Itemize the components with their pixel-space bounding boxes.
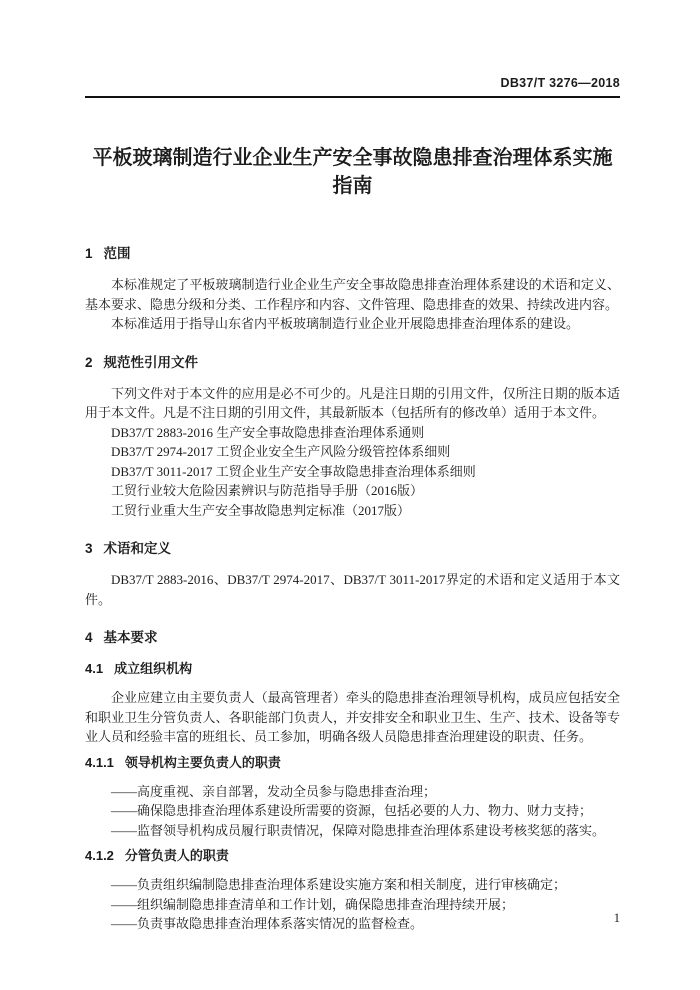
reference-item: 工贸行业重大生产安全事故隐患判定标准（2017版） — [111, 502, 411, 518]
list-item: ——负责事故隐患排查治理体系落实情况的监督检查。 — [111, 916, 424, 931]
header-rule — [85, 96, 620, 98]
doc-number: DB37/T 3276—2018 — [500, 76, 620, 90]
section-number: 1 — [85, 246, 93, 261]
section-heading-4 — [85, 628, 620, 648]
section-title: 分管负责人的职责 — [124, 848, 229, 863]
section-heading-3 — [85, 539, 620, 559]
reference-item: 工贸行业较大危险因素辨识与防范指导手册（2016版） — [111, 483, 424, 498]
reference-item: DB37/T 2883-2016 生产安全事故隐患排查治理体系通则 — [111, 424, 425, 440]
reference-item: DB37/T 2974-2017 工贸企业安全生产风险分级管控体系细则 — [111, 444, 451, 459]
paragraph: 企业应建立由主要负责人（最高管理者）牵头的隐患排查治理领导机构，成员应包括安全和职业卫生分管负责人、各职能部门负责人，并安排安全和职业卫生、生产、技术、设备等专业人员和经验丰富的班组长、员工参加，明确各级人员隐患排查治理建设的职责、任务。 — [85, 690, 620, 744]
section-title: 术语和定义 — [103, 541, 172, 556]
subsection-heading-4-1-2 — [85, 846, 620, 866]
section-number: 4 — [85, 630, 93, 645]
section-title: 基本要求 — [103, 630, 158, 645]
section-title: 领导机构主要负责人的职责 — [124, 754, 281, 770]
subsection-heading-4-1-1 — [85, 753, 620, 773]
section-title: 规范性引用文件 — [103, 354, 199, 370]
list-item: ——负责组织编制隐患排查治理体系建设实施方案和相关制度，进行审核确定； — [111, 877, 567, 892]
section-number: 4.1.2 — [85, 848, 114, 863]
list-item: ——确保隐患排查治理体系建设所需要的资源，包括必要的人力、物力、财力支持； — [111, 803, 593, 818]
list-item: ——高度重视、亲自部署，发动全员参与隐患排查治理； — [111, 783, 437, 799]
subsection-heading-4-1 — [85, 659, 620, 679]
list-item: ——组织编制隐患排查清单和工作计划，确保隐患排查治理持续开展； — [111, 896, 515, 912]
section-heading-2 — [85, 353, 620, 373]
section-title: 范围 — [103, 246, 131, 261]
section-title: 成立组织机构 — [114, 661, 193, 676]
section-number: 3 — [85, 541, 93, 556]
paragraph: 本标准规定了平板玻璃制造行业企业生产安全事故隐患排查治理体系建设的术语和定义、基本要求、隐患分级和分类、工作程序和内容、文件管理、隐患排查的效果、持续改进内容。 — [85, 277, 620, 312]
section-number: 4.1.1 — [85, 754, 114, 770]
paragraph: DB37/T 2883-2016、DB37/T 2974-2017、DB37/T 3011-2017界定的术语和定义适用于本文件。 — [85, 572, 620, 607]
section-heading-1 — [85, 244, 620, 264]
paragraph: 本标准适用于指导山东省内平板玻璃制造行业企业开展隐患排查治理体系的建设。 — [111, 316, 580, 331]
paragraph: 下列文件对于本文件的应用是必不可少的。凡是注日期的引用文件，仅所注日期的版本适用于本文件。凡是不注日期的引用文件，其最新版本（包括所有的修改单）适用于本文件。 — [85, 385, 620, 420]
page-title: 平板玻璃制造行业企业生产安全事故隐患排查治理体系实施指南 — [92, 147, 613, 197]
section-number: 4.1 — [85, 661, 104, 676]
list-item: ——监督领导机构成员履行职责情况，保障对隐患排查治理体系建设考核奖惩的落实。 — [111, 822, 606, 838]
page-number: 1 — [613, 911, 620, 925]
reference-item: DB37/T 3011-2017 工贸企业生产安全事故隐患排查治理体系细则 — [111, 463, 476, 479]
section-number: 2 — [85, 354, 93, 370]
document-content — [85, 76, 620, 934]
